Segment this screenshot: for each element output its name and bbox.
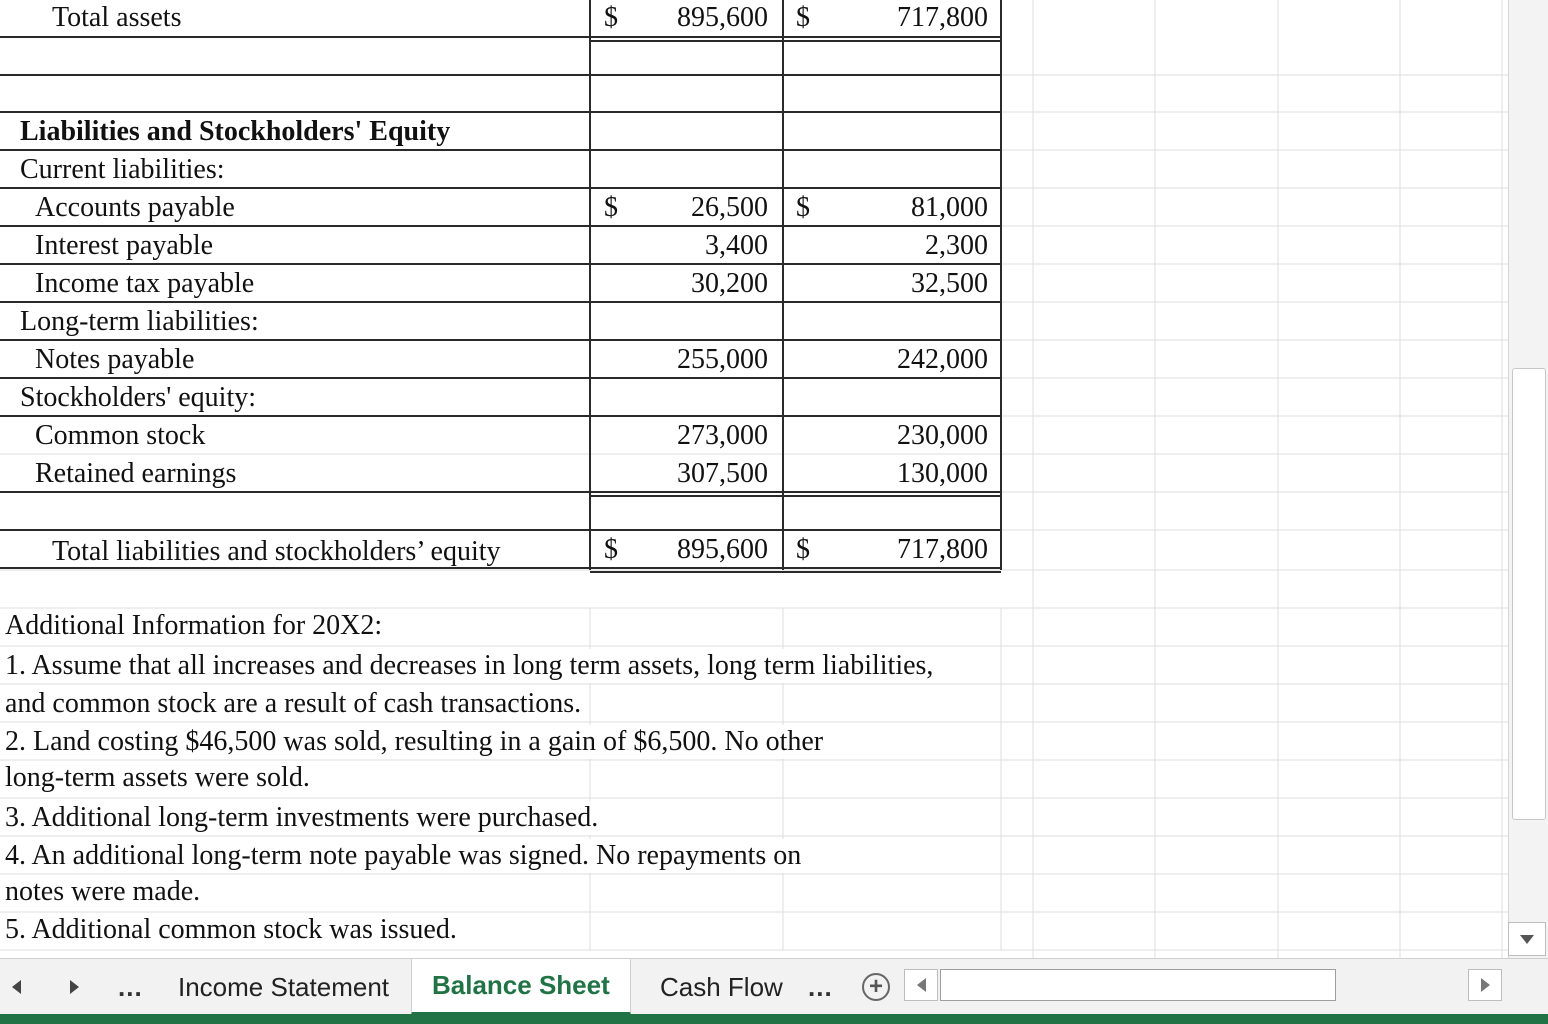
stockholders-equity-label[interactable]: Stockholders' equity: — [20, 382, 257, 413]
tab-cash-flow[interactable]: Cash Flow — [660, 971, 783, 1002]
total-liabilities-c2[interactable]: 717,800 — [897, 534, 988, 565]
income-tax-payable-c2[interactable]: 32,500 — [911, 268, 988, 299]
notes-payable-label[interactable]: Notes payable — [35, 344, 195, 375]
retained-earnings-c2[interactable]: 130,000 — [897, 458, 988, 489]
common-stock-c1[interactable]: 273,000 — [677, 420, 768, 451]
notes-payable-c2[interactable]: 242,000 — [897, 344, 988, 375]
note-line[interactable]: and common stock are a result of cash transactions. — [5, 688, 582, 719]
more-tabs-left-button[interactable]: ... — [118, 971, 143, 1002]
total-assets-c1-sign[interactable]: $ — [604, 2, 618, 33]
tab-scroll-left-button[interactable] — [6, 959, 26, 1015]
accounts-payable-c2-sign[interactable]: $ — [796, 192, 810, 223]
income-tax-payable-label[interactable]: Income tax payable — [35, 268, 255, 299]
total-liabilities-c2-sign[interactable]: $ — [796, 534, 810, 565]
caret-left-icon — [917, 978, 926, 992]
liabilities-equity-header[interactable]: Liabilities and Stockholders' Equity — [20, 116, 451, 147]
income-tax-payable-c1[interactable]: 30,200 — [691, 268, 768, 299]
horizontal-scroll-thumb[interactable] — [940, 969, 1336, 1001]
interest-payable-c2[interactable]: 2,300 — [925, 230, 988, 261]
total-liabilities-label[interactable]: Total liabilities and stockholders’ equity — [52, 536, 501, 567]
notes-payable-c1[interactable]: 255,000 — [677, 344, 768, 375]
note-line[interactable]: long-term assets were sold. — [5, 762, 310, 793]
retained-earnings-c1[interactable]: 307,500 — [677, 458, 768, 489]
accounts-payable-c1[interactable]: 26,500 — [691, 192, 768, 223]
more-tabs-right-button[interactable]: ... — [808, 971, 833, 1002]
caret-down-icon — [1520, 935, 1534, 944]
common-stock-label[interactable]: Common stock — [35, 420, 206, 451]
status-bar — [0, 1014, 1548, 1024]
scroll-left-button[interactable] — [904, 969, 938, 1001]
accounts-payable-label[interactable]: Accounts payable — [35, 192, 235, 223]
scroll-down-button[interactable] — [1508, 922, 1546, 956]
vertical-scrollbar[interactable] — [1508, 0, 1548, 958]
notes-heading[interactable]: Additional Information for 20X2: — [5, 610, 383, 641]
total-liabilities-c1-sign[interactable]: $ — [604, 534, 618, 565]
accounts-payable-c1-sign[interactable]: $ — [604, 192, 618, 223]
tab-balance-sheet[interactable]: Balance Sheet — [411, 959, 631, 1015]
plus-icon: + — [862, 973, 890, 1001]
common-stock-c2[interactable]: 230,000 — [897, 420, 988, 451]
long-term-liabilities-label[interactable]: Long-term liabilities: — [20, 306, 259, 337]
total-assets-c1[interactable]: 895,600 — [677, 2, 768, 33]
total-liabilities-c1[interactable]: 895,600 — [677, 534, 768, 565]
add-sheet-button[interactable] — [862, 959, 890, 1015]
total-assets-c2-sign[interactable]: $ — [796, 2, 810, 33]
vertical-scroll-thumb[interactable] — [1512, 368, 1546, 820]
note-line[interactable]: 1. Assume that all increases and decreases in long term assets, long term liabilities, — [5, 650, 934, 681]
interest-payable-c1[interactable]: 3,400 — [705, 230, 768, 261]
note-line[interactable]: 4. An additional long-term note payable was signed. No repayments on — [5, 840, 802, 871]
total-assets-label[interactable]: Total assets — [52, 2, 182, 33]
caret-right-icon — [70, 980, 79, 994]
caret-right-icon — [1481, 978, 1490, 992]
tab-income-statement[interactable]: Income Statement — [178, 971, 389, 1002]
retained-earnings-label[interactable]: Retained earnings — [35, 458, 237, 489]
caret-left-icon — [12, 980, 21, 994]
note-line[interactable]: notes were made. — [5, 876, 201, 907]
current-liabilities-label[interactable]: Current liabilities: — [20, 154, 225, 185]
total-assets-c2[interactable]: 717,800 — [897, 2, 988, 33]
interest-payable-label[interactable]: Interest payable — [35, 230, 214, 261]
accounts-payable-c2[interactable]: 81,000 — [911, 192, 988, 223]
tab-scroll-right-button[interactable] — [64, 959, 84, 1015]
note-line[interactable]: 5. Additional common stock was issued. — [5, 914, 457, 945]
note-line[interactable]: 3. Additional long-term investments were purchased. — [5, 802, 599, 833]
note-line[interactable]: 2. Land costing $46,500 was sold, resulting in a gain of $6,500. No other — [5, 726, 824, 757]
scroll-right-button[interactable] — [1468, 969, 1502, 1001]
